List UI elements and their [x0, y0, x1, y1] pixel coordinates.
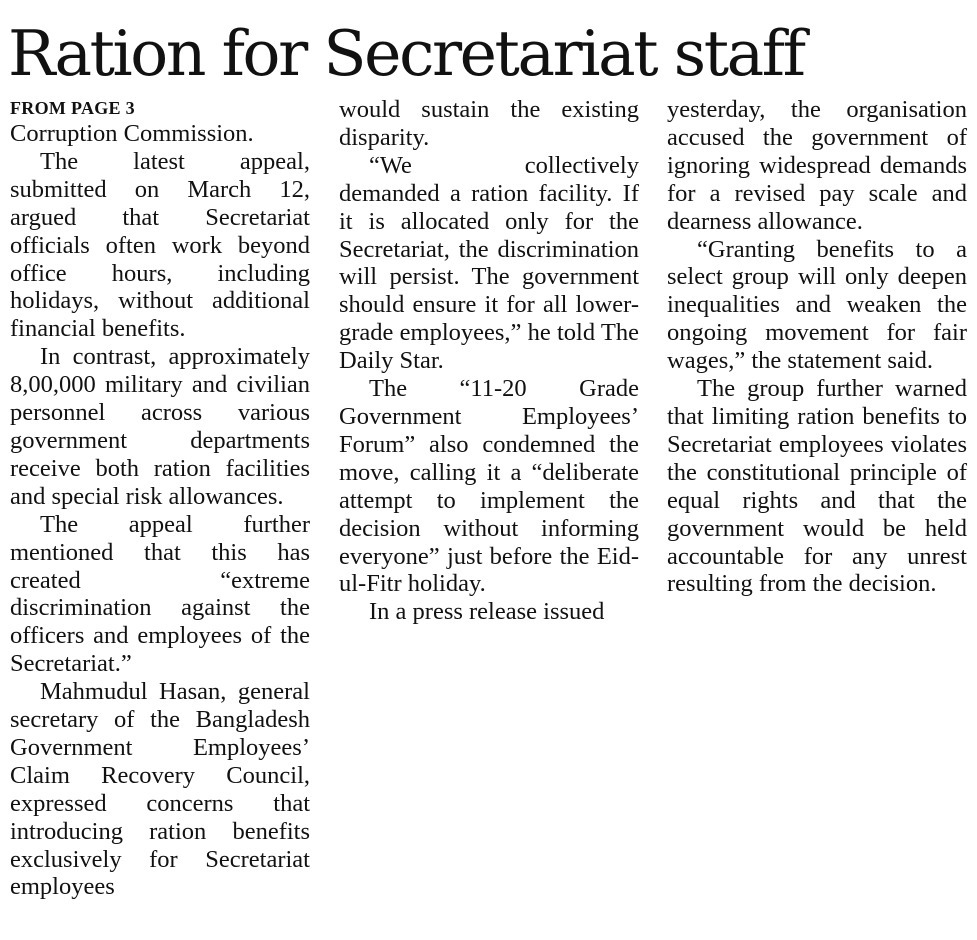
paragraph: The latest appeal, submitted on March 12, argued that Secretariat officials often work beyond office hours, including holidays, without additional financial benefits.	[10, 147, 310, 343]
paragraph: would sustain the existing disparity.	[339, 96, 639, 151]
paragraph: In a press release issued	[369, 598, 605, 626]
paragraph: yesterday, the organisation accused the government of ignoring widespread demands for a revised pay scale and dearness allowance.	[667, 96, 967, 235]
paragraph: The “11-20 Grade Government Employees’ Forum” also condemned the move, calling it a “deliberate attempt to implement the decision without informing everyone” just before the Eid-ul-Fitr holiday.	[339, 375, 639, 598]
headline: Ration for Secretariat staff	[8, 17, 804, 90]
paragraph: The appeal further mentioned that this has created “extreme discrimination against the officers and employees of the Secretariat.”	[10, 510, 310, 678]
paragraph: “Granting benefits to a select group will only deepen inequalities and weaken the ongoing movement for fair wages,” the statement said.	[667, 235, 967, 375]
paragraph: The group further warned that limiting ration benefits to Secretariat employees violates the constitutional principle of equal rights and that the government would be held accountable for any unrest resulting from the decision.	[667, 375, 967, 598]
paragraph: Corruption Commission.	[10, 120, 254, 147]
article-column-2	[339, 96, 639, 626]
paragraph: Mahmudul Hasan, general secretary of the Bangladesh Government Employees’ Claim Recovery Council, expressed concerns that introducing ration benefits exclusively for Secretariat employees	[10, 678, 310, 901]
paragraph: In contrast, approximately 8,00,000 military and civilian personnel across various government departments receive both ration facilities and special risk allowances.	[10, 343, 310, 510]
paragraph: “We collectively demanded a ration facility. If it is allocated only for the Secretariat, the discrimination will persist. The government should ensure it for all lower-grade employees,” he told The Daily Star.	[339, 151, 639, 375]
article-column-3	[667, 96, 967, 598]
jump-kicker: FROM PAGE 3	[10, 98, 135, 118]
article-column-1	[10, 96, 310, 901]
